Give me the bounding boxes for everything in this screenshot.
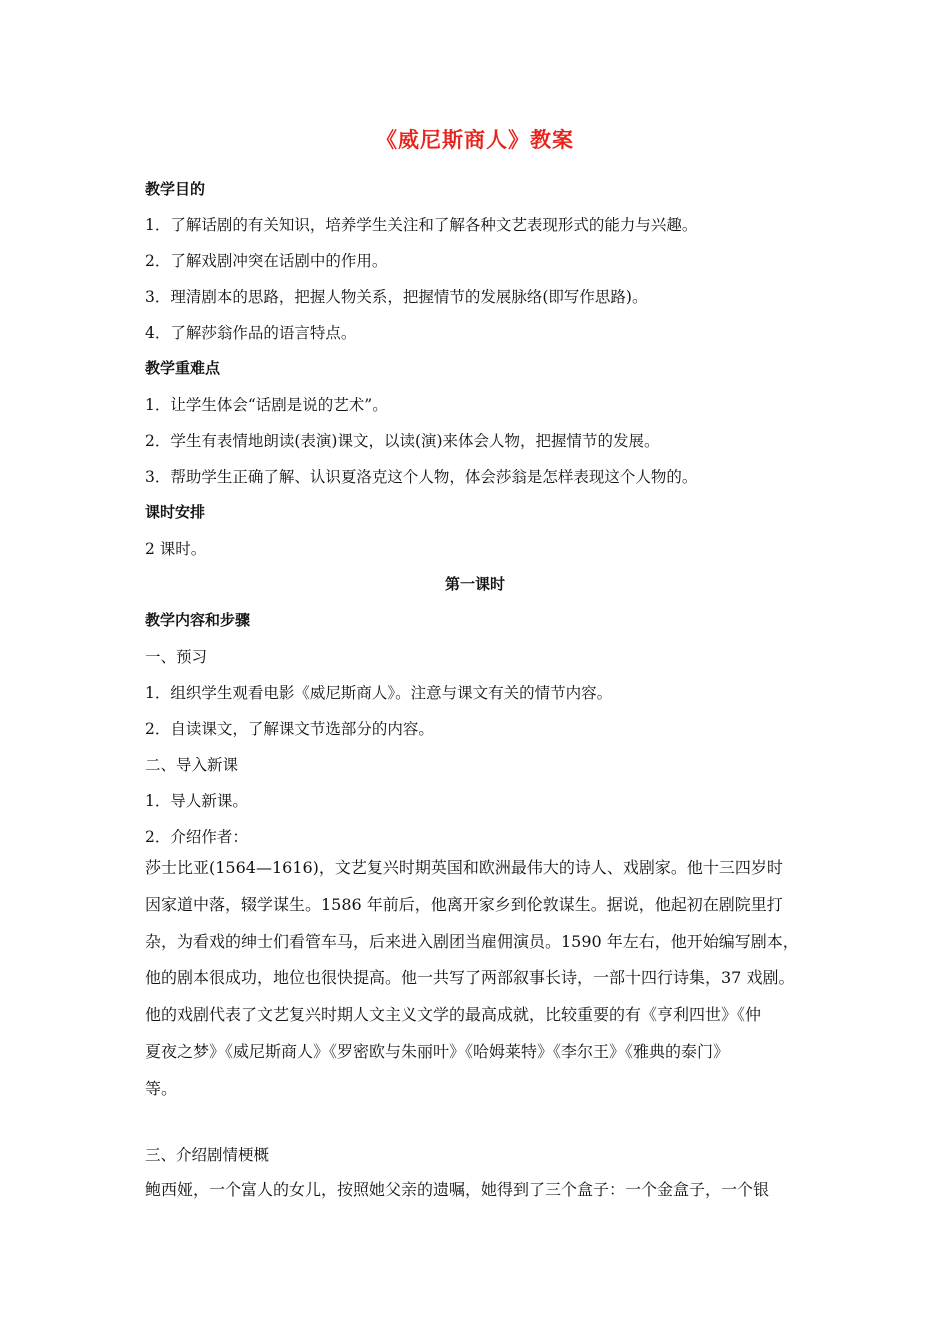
- goal-item: 4．了解莎翁作品的语言特点。: [145, 324, 357, 342]
- paragraph-line: 鲍西娅，一个富人的女儿，按照她父亲的遗嘱，她得到了三个盒子：一个金盒子，一个银: [145, 1180, 770, 1199]
- keypoints-heading: 教学重难点: [145, 359, 221, 377]
- step-line: 1．导人新课。: [145, 792, 248, 810]
- document-title: 《威尼斯商人》教案: [376, 127, 574, 152]
- step-line: 1．组织学生观看电影《威尼斯商人》。注意与课文有关的情节内容。: [145, 684, 613, 702]
- paragraph-line: 杂，为看戏的绅士们看管车马，后来进入剧团当雇佣演员。1590 年左右，他开始编写剧本，: [145, 931, 799, 951]
- goal-item: 2．了解戏剧冲突在话剧中的作用。: [145, 252, 388, 270]
- step-line: 一、预习: [145, 648, 208, 666]
- author-paragraph: [145, 850, 825, 1108]
- schedule-heading: 课时安排: [145, 503, 206, 521]
- step-line: 2．介绍作者：: [145, 828, 248, 846]
- schedule-text: 2 课时。: [145, 540, 207, 558]
- goals-heading: 教学目的: [145, 180, 206, 198]
- paragraph-line: 他的戏剧代表了文艺复兴时期人文主义文学的最高成就，比较重要的有《亨利四世》《仲: [145, 1005, 762, 1025]
- goal-item: 3．理清剧本的思路，把握人物关系，把握情节的发展脉络(即写作思路)。: [145, 288, 648, 306]
- paragraph-line: 因家道中落，辍学谋生。1586 年前后，他离开家乡到伦敦谋生。据说，他起初在剧院里打: [145, 894, 783, 914]
- step-line: 二、导入新课: [145, 756, 239, 774]
- paragraph-line: 等。: [145, 1078, 178, 1098]
- goal-item: 1．了解话剧的有关知识，培养学生关注和了解各种文艺表现形式的能力与兴趣。: [145, 216, 698, 234]
- keypoint-item: 2．学生有表情地朗读(表演)课文，以读(演)来体会人物，把握情节的发展。: [145, 432, 660, 450]
- paragraph-line: 他的剧本很成功，地位也很快提高。他一共写了两部叙事长诗，一部十四行诗集，37 戏剧。: [145, 968, 795, 988]
- keypoint-item: 1．让学生体会“话剧是说的艺术”。: [145, 396, 388, 414]
- paragraph-line: 夏夜之梦》《威尼斯商人》《罗密欧与朱丽叶》《哈姆莱特》《李尔王》《雅典的泰门》: [145, 1041, 730, 1061]
- lesson1-heading: 第一课时: [444, 575, 505, 593]
- paragraph-line: 莎士比亚(1564—1616)，文艺复兴时期英国和欧洲最伟大的诗人、戏剧家。他十三四岁时: [145, 858, 783, 877]
- plot-paragraph: [145, 1172, 825, 1209]
- plot-heading: 三、介绍剧情梗概: [145, 1146, 270, 1164]
- steps-heading: 教学内容和步骤: [145, 611, 251, 629]
- keypoint-item: 3．帮助学生正确了解、认识夏洛克这个人物，体会莎翁是怎样表现这个人物的。: [145, 468, 698, 486]
- step-line: 2．自读课文，了解课文节选部分的内容。: [145, 720, 434, 738]
